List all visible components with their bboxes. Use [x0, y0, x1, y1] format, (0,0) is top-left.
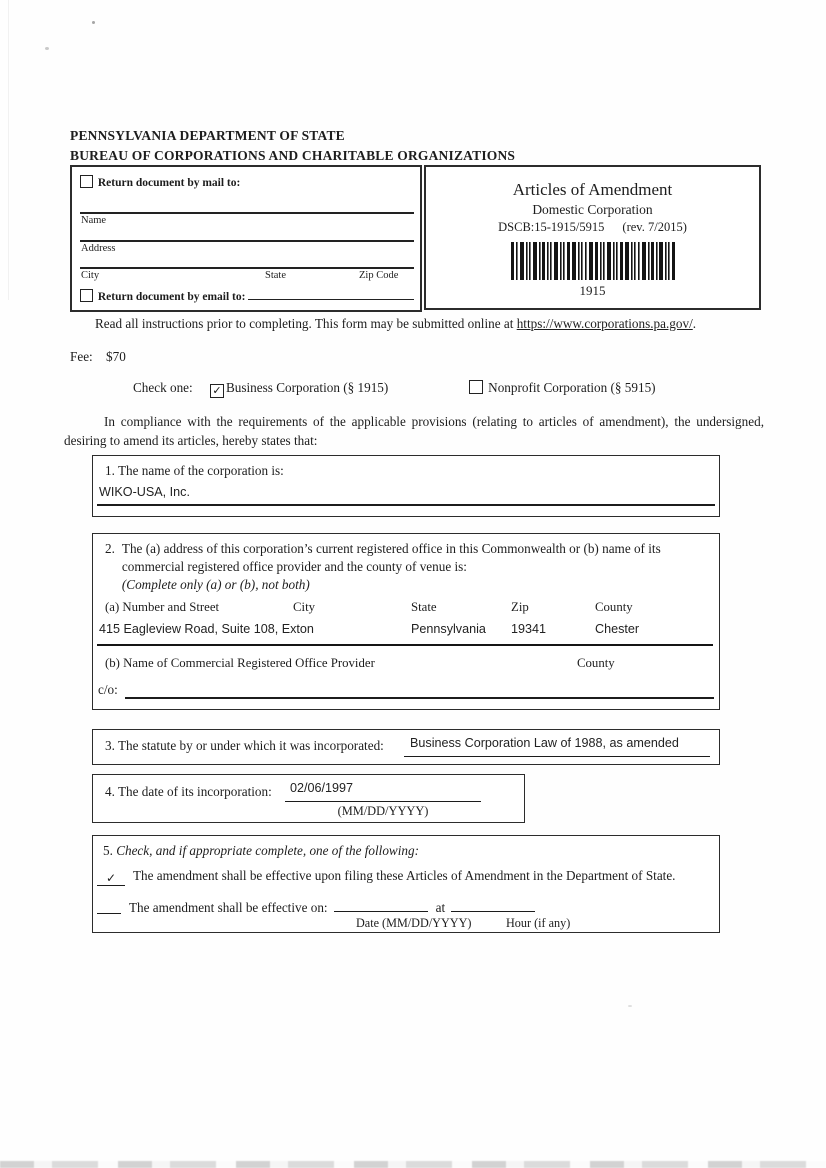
street-city-value: 415 Eagleview Road, Suite 108, Exton: [99, 622, 314, 636]
top-boxes: [70, 165, 761, 312]
column-city: City: [293, 600, 316, 614]
hour-hint: Hour (if any): [506, 916, 571, 930]
provider-field-line[interactable]: [125, 697, 714, 699]
section-1-label: [105, 463, 284, 479]
effective-upon-filing-checkmark[interactable]: ✓: [97, 871, 125, 886]
effective-on-date-label: The amendment shall be effective on:: [129, 900, 328, 915]
form-header: [70, 126, 515, 166]
scan-speck: [628, 1005, 632, 1007]
section-5-text: Check, and if appropriate complete, one of the following:: [116, 843, 419, 858]
preamble-paragraph: In compliance with the requirements of the applicable provisions (relating to articles of amendment), the undersigned, desiring to amend its articles, hereby states that:: [64, 414, 764, 448]
at-label: at: [435, 900, 446, 915]
fee-label: Fee:: [70, 349, 93, 364]
form-revision: (rev. 7/2015): [622, 220, 687, 234]
column-state: State: [411, 600, 437, 614]
section-2-number: 2.: [105, 541, 115, 556]
scan-edge-artifact: [8, 0, 9, 300]
return-by-mail-checkbox[interactable]: [80, 175, 93, 188]
statute-value: Business Corporation Law of 1988, as amended: [410, 736, 679, 750]
instructions-period: .: [692, 316, 697, 331]
return-by-email-label: Return document by email to:: [97, 291, 246, 303]
form-subtitle: Domestic Corporation: [532, 202, 653, 217]
return-by-mail-label: Return document by mail to:: [97, 177, 241, 189]
column-provider-name: (b) Name of Commercial Registered Office Provider: [105, 656, 375, 670]
state-value: Pennsylvania: [411, 622, 486, 636]
effective-upon-filing-option: [97, 868, 675, 886]
business-corporation-label: Business Corporation (§ 1915): [226, 380, 389, 395]
column-county: County: [595, 600, 633, 614]
effective-date-field-line[interactable]: [334, 899, 428, 912]
business-corporation-checkbox[interactable]: ✓: [210, 384, 224, 398]
section-5-label: [103, 843, 419, 859]
effective-on-date-option: [97, 899, 535, 916]
column-provider-county: County: [577, 656, 615, 670]
section-5-effective-date: [92, 835, 720, 933]
zip-code-label: Zip Code: [359, 270, 399, 281]
city-state-zip-field-line[interactable]: [80, 267, 414, 269]
form-title: Articles of Amendment: [512, 180, 673, 199]
state-label: State: [265, 270, 286, 281]
section-1-corporation-name: [92, 455, 720, 517]
scan-speck: [92, 21, 95, 24]
address-label: Address: [81, 243, 116, 254]
form-title-box: [424, 165, 761, 310]
section-2-text: [122, 540, 701, 594]
instructions-line: [95, 316, 696, 332]
county-value: Chester: [595, 622, 640, 636]
zip-value: 19341: [511, 622, 547, 636]
section-3-statute: [92, 729, 720, 765]
form-code-line: [426, 220, 759, 235]
return-by-email-checkbox[interactable]: [80, 289, 93, 302]
section-3-label: [105, 738, 384, 754]
date-format-hint: (MM/DD/YYYY): [337, 804, 429, 818]
section-4-text: The date of its incorporation:: [117, 784, 272, 799]
section-2-registered-office: [92, 533, 720, 710]
incorporation-date-field-line[interactable]: [285, 801, 481, 802]
form-code: DSCB:15-1915/5915: [498, 220, 605, 234]
section-2-label: [105, 540, 701, 594]
return-by-mail-box: [70, 165, 422, 312]
section-3-text: The statute by or under which it was incorporated:: [117, 738, 384, 753]
column-number-and-street: (a) Number and Street: [105, 600, 220, 614]
date-hint: Date (MM/DD/YYYY): [356, 916, 472, 930]
column-zip: Zip: [511, 600, 529, 614]
scan-bottom-artifact: [0, 1161, 826, 1168]
section-4-number: 4.: [105, 784, 115, 799]
corporations-pa-gov-link[interactable]: https://www.corporations.pa.gov/: [516, 316, 693, 331]
effective-hour-field-line[interactable]: [451, 899, 535, 912]
section-4-incorporation-date: [92, 774, 525, 823]
nonprofit-corporation-label: Nonprofit Corporation (§ 5915): [488, 380, 656, 395]
effective-upon-filing-label: The amendment shall be effective upon filing these Articles of Amendment in the Department of State.: [133, 868, 676, 883]
barcode-number: 1915: [579, 283, 606, 298]
section-3-number: 3.: [105, 738, 115, 753]
address-row-underline: [97, 644, 713, 646]
city-label: City: [81, 270, 100, 281]
incorporation-date-value: 02/06/1997: [290, 781, 354, 795]
section-4-label: [105, 784, 272, 800]
section-2-text-main: The (a) address of this corporation’s current registered office in this Commonwealth or (b) name of its commercial registered office provider and the county of venue is:: [121, 541, 661, 574]
header-line-1: PENNSYLVANIA DEPARTMENT OF STATE: [70, 128, 345, 143]
fee-value: $70: [106, 349, 126, 364]
co-label: c/o:: [98, 682, 118, 697]
fee-line: [70, 349, 126, 365]
barcode: [426, 242, 759, 285]
section-5-number: 5.: [103, 843, 113, 858]
corporation-name-field-line[interactable]: [97, 504, 715, 506]
section-1-number: 1.: [105, 463, 115, 478]
name-field-line[interactable]: [80, 212, 414, 214]
check-one-label: Check one:: [133, 380, 193, 395]
effective-on-date-checkline[interactable]: [97, 899, 121, 914]
return-by-mail-row: [80, 175, 240, 189]
scan-speck: [45, 47, 49, 50]
instructions-text: Read all instructions prior to completing. This form may be submitted online at: [95, 316, 517, 331]
email-field-line[interactable]: [248, 289, 414, 300]
return-by-email-row: [80, 289, 414, 303]
section-2-note: (Complete only (a) or (b), not both): [121, 577, 310, 592]
header-line-2: BUREAU OF CORPORATIONS AND CHARITABLE ORGANIZATIONS: [70, 148, 516, 163]
nonprofit-corporation-checkbox[interactable]: [469, 380, 483, 394]
statute-field-line[interactable]: [404, 756, 710, 757]
name-label: Name: [81, 215, 107, 226]
check-one-row: [133, 380, 656, 398]
corporation-name-value: WIKO-USA, Inc.: [99, 485, 190, 499]
section-1-text: The name of the corporation is:: [117, 463, 284, 478]
address-field-line[interactable]: [80, 240, 414, 242]
